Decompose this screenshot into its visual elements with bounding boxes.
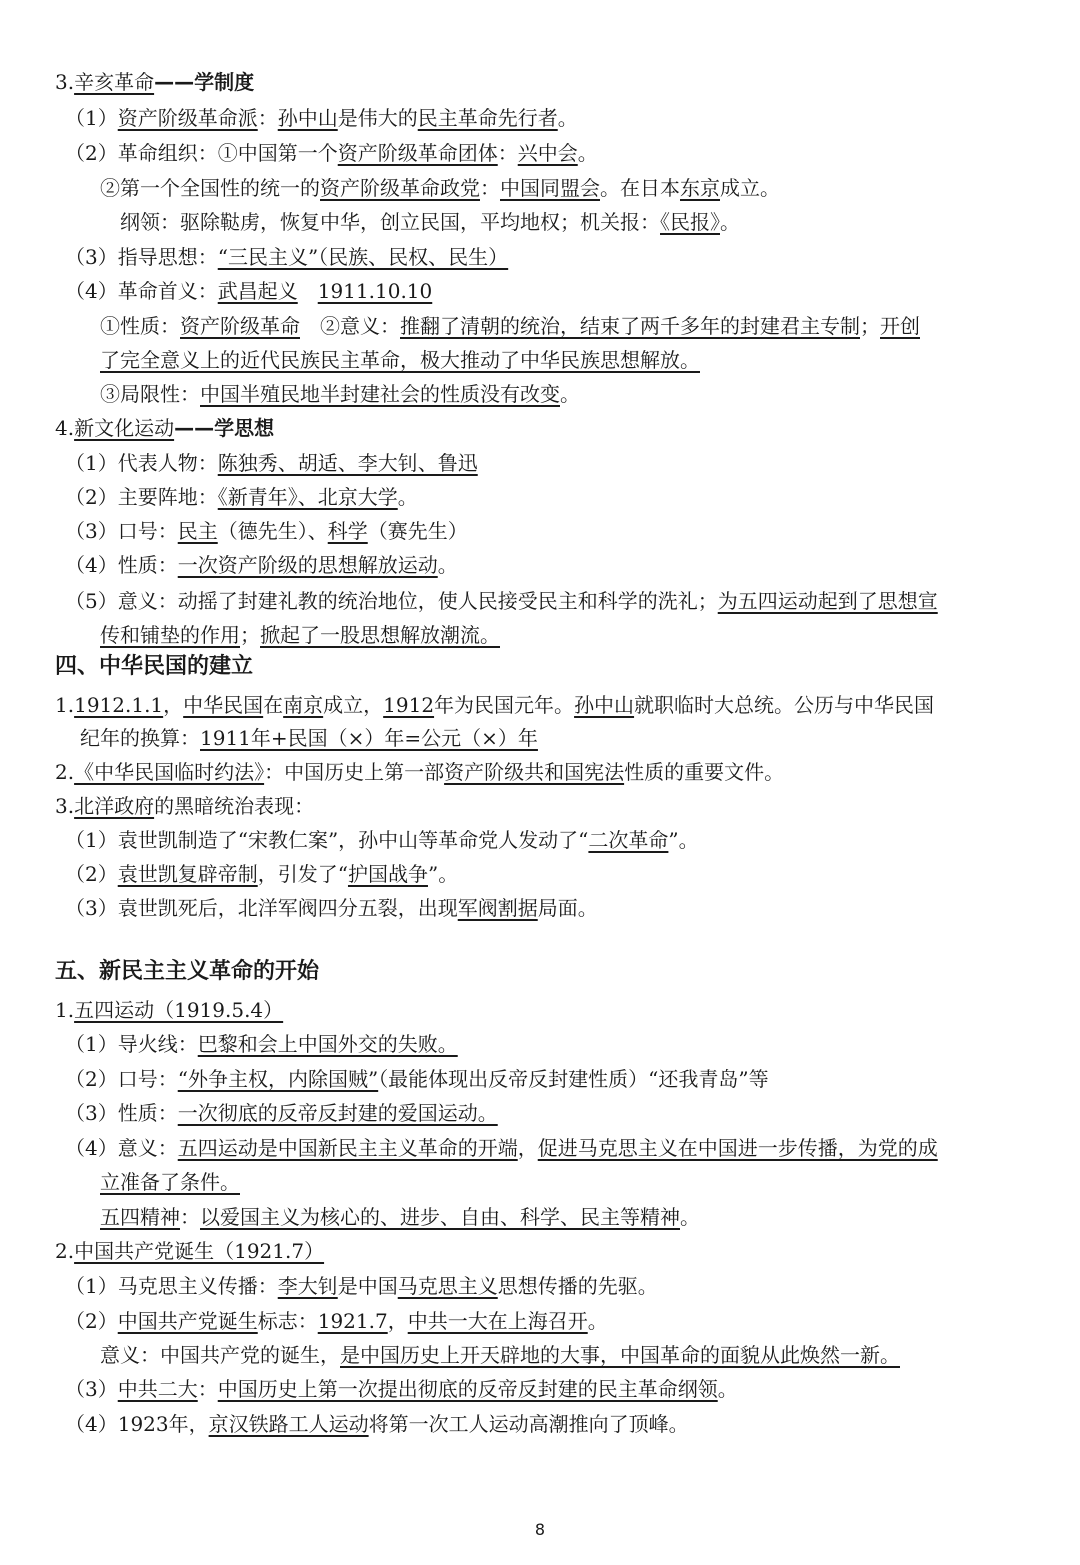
- text-line: [0, 101, 1080, 135]
- underlined-key-term: 中共二大: [117, 1377, 198, 1401]
- text-segment: 思想传播的先驱。: [497, 1274, 658, 1298]
- text-segment: ，: [387, 1309, 408, 1333]
- text-segment: ：: [197, 1377, 218, 1401]
- text-segment: 。: [717, 1377, 738, 1401]
- underlined-key-term: 了完全意义上的近代民族民主革命，极大推动了中华民族思想解放。: [100, 348, 700, 372]
- underlined-key-term: 五四精神: [100, 1205, 180, 1229]
- text-segment: （4）意义：: [65, 1136, 178, 1160]
- text-segment: ：: [497, 141, 518, 165]
- underlined-key-term: 中国共产党诞生: [117, 1309, 258, 1333]
- text-segment: 2.: [55, 1239, 75, 1263]
- underlined-key-term: 李大钊: [277, 1274, 338, 1298]
- text-segment: 将第一次工人运动高潮推向了顶峰。: [368, 1412, 689, 1436]
- underlined-key-term: 军阀割据: [457, 896, 538, 920]
- text-line: [0, 688, 1080, 722]
- text-line: [0, 721, 1080, 755]
- underlined-key-term: 1911.10.10: [317, 279, 433, 303]
- text-segment: ①性质：: [100, 314, 180, 338]
- text-line: [0, 1165, 1080, 1199]
- text-segment: （德先生）、: [217, 519, 328, 543]
- text-segment: ——学思想: [174, 416, 275, 440]
- text-segment: ：: [480, 176, 500, 200]
- text-segment: （3）袁世凯死后，北洋军阀四分五裂，出现: [65, 896, 458, 920]
- text-segment: ；: [860, 314, 880, 338]
- text-line: [0, 1096, 1080, 1130]
- underlined-key-term: 《新青年》、北京大学: [217, 485, 398, 509]
- text-segment: ，: [517, 1136, 538, 1160]
- text-line: [0, 857, 1080, 891]
- text-segment: （4）性质：: [65, 553, 178, 577]
- underlined-key-term: 传和铺垫的作用: [100, 623, 240, 647]
- text-line: [0, 514, 1080, 548]
- text-segment: （3）性质：: [65, 1101, 178, 1125]
- text-segment: （4）1923年，: [65, 1412, 209, 1436]
- text-segment: （1）袁世凯制造了“宋教仁案”，孙中山等革命党人发动了“: [65, 828, 589, 852]
- text-line: [0, 618, 1080, 652]
- text-line: [0, 205, 1080, 239]
- text-line: [0, 584, 1080, 618]
- text-line: [0, 136, 1080, 170]
- text-segment: （1）代表人物：: [65, 451, 218, 475]
- text-segment: 。: [587, 1309, 608, 1333]
- text-segment: （4）革命首义：: [65, 279, 218, 303]
- text-segment: 1.: [55, 998, 75, 1022]
- text-line: [0, 548, 1080, 582]
- underlined-key-term: 巴黎和会上中国外交的失败。: [197, 1032, 458, 1056]
- underlined-key-term: 一次资产阶级的思想解放运动: [177, 553, 438, 577]
- text-line: [0, 480, 1080, 514]
- text-line: [0, 65, 1080, 99]
- text-line: [0, 446, 1080, 480]
- underlined-key-term: 京汉铁路工人运动: [208, 1412, 369, 1436]
- text-segment: [298, 279, 318, 303]
- underlined-key-term: 中国半殖民地半封建社会的性质没有改变: [200, 382, 560, 406]
- text-segment: 4.: [55, 416, 75, 440]
- underlined-key-term: 资产阶级革命团体: [337, 141, 498, 165]
- text-segment: （3）口号：: [65, 519, 178, 543]
- text-line: [0, 411, 1080, 445]
- text-segment: ，引发了“: [257, 862, 348, 886]
- text-line: [0, 823, 1080, 857]
- text-line: [0, 755, 1080, 789]
- section-heading: [0, 650, 1080, 684]
- underlined-key-term: 中国同盟会: [500, 176, 600, 200]
- text-line: [0, 1200, 1080, 1234]
- text-segment: ③局限性：: [100, 382, 200, 406]
- text-segment: 。: [680, 1205, 700, 1229]
- underlined-key-term: 北洋政府: [74, 794, 155, 818]
- text-line: [0, 274, 1080, 308]
- text-segment: （1）马克思主义传播：: [65, 1274, 278, 1298]
- text-segment: （2）主要阵地：: [65, 485, 218, 509]
- underlined-key-term: 民主: [177, 519, 218, 543]
- underlined-key-term: 1912: [383, 693, 435, 717]
- text-line: [0, 1338, 1080, 1372]
- text-segment: 。: [577, 141, 598, 165]
- text-segment: 。: [437, 553, 458, 577]
- underlined-key-term: 中共一大在上海召开: [407, 1309, 588, 1333]
- text-segment: 年为民国元年。: [434, 693, 575, 717]
- text-segment: 1.: [55, 693, 75, 717]
- page-number: 8: [534, 1520, 546, 1539]
- text-segment: 标志：: [257, 1309, 318, 1333]
- text-line: [0, 789, 1080, 823]
- text-segment: 纪年的换算：: [80, 726, 200, 750]
- text-segment: 成立。: [720, 176, 780, 200]
- underlined-key-term: 1911年+民国（×）年=公元（×）年: [200, 726, 538, 750]
- underlined-key-term: “外争主权，内除国贼”: [177, 1067, 379, 1091]
- underlined-key-term: 资产阶级革命政党: [320, 176, 480, 200]
- underlined-key-term: 袁世凯复辟帝制: [117, 862, 258, 886]
- underlined-key-term: 五四运动（1919.5.4）: [74, 998, 284, 1022]
- underlined-key-term: 1921.7: [317, 1309, 388, 1333]
- text-segment: 四、中华民国的建立: [55, 654, 254, 679]
- underlined-key-term: 陈独秀、胡适、李大钊、鲁迅: [217, 451, 478, 475]
- underlined-key-term: 开创: [880, 314, 920, 338]
- text-segment: 性质的重要文件。: [624, 760, 785, 784]
- underlined-key-term: 五四运动是中国新民主主义革命的开端: [177, 1136, 518, 1160]
- underlined-key-term: 《中华民国临时约法》: [74, 760, 265, 784]
- text-segment: （赛先生）: [367, 519, 468, 543]
- text-line: [0, 1269, 1080, 1303]
- text-segment: 3.: [55, 70, 75, 94]
- underlined-key-term: 科学: [327, 519, 368, 543]
- text-line: [0, 309, 1080, 343]
- underlined-key-term: 资产阶级革命派: [117, 106, 258, 130]
- text-line: [0, 1027, 1080, 1061]
- text-segment: （2）: [65, 1309, 118, 1333]
- underlined-key-term: 兴中会: [517, 141, 578, 165]
- text-segment: ：: [257, 106, 278, 130]
- text-segment: （2）口号：: [65, 1067, 178, 1091]
- underlined-key-term: 资产阶级共和国宪法: [444, 760, 625, 784]
- underlined-key-term: 1912.1.1: [74, 693, 164, 717]
- text-line: [0, 1131, 1080, 1165]
- text-segment: （2）革命组织：①中国第一个: [65, 141, 338, 165]
- text-line: [0, 1234, 1080, 1268]
- text-segment: 3.: [55, 794, 75, 818]
- text-line: [0, 891, 1080, 925]
- underlined-key-term: 护国战争: [347, 862, 428, 886]
- text-segment: ”。: [668, 828, 699, 852]
- text-segment: （1）: [65, 106, 118, 130]
- text-segment: ②意义：: [300, 314, 400, 338]
- text-line: [0, 993, 1080, 1027]
- text-segment: 就职临时大总统。公历与中华民国: [634, 693, 935, 717]
- underlined-key-term: “三民主义”（民族、民权、民生）: [217, 245, 509, 269]
- text-segment: 。: [397, 485, 418, 509]
- text-segment: （1）导火线：: [65, 1032, 198, 1056]
- underlined-key-term: 马克思主义: [397, 1274, 498, 1298]
- underlined-key-term: 二次革命: [588, 828, 669, 852]
- text-segment: ②第一个全国性的统一的: [100, 176, 320, 200]
- underlined-key-term: 以爱国主义为核心的、进步、自由、科学、民主等精神: [200, 1205, 680, 1229]
- text-segment: ——学制度: [154, 70, 255, 94]
- text-segment: ”。: [427, 862, 459, 886]
- underlined-key-term: 中华民国: [183, 693, 264, 717]
- underlined-key-term: 资产阶级革命: [180, 314, 300, 338]
- underlined-key-term: 武昌起义: [217, 279, 298, 303]
- text-segment: ；: [240, 623, 260, 647]
- underlined-key-term: 一次彻底的反帝反封建的爱国运动。: [177, 1101, 498, 1125]
- text-line: [0, 377, 1080, 411]
- underlined-key-term: 为五四运动起到了思想宣: [717, 589, 938, 613]
- section-heading: [0, 955, 1080, 989]
- underlined-key-term: 立准备了条件。: [100, 1170, 240, 1194]
- text-segment: 意义：中国共产党的诞生，: [100, 1343, 340, 1367]
- text-segment: （3）指导思想：: [65, 245, 218, 269]
- text-segment: （最能体现出反帝反封建性质）“还我青岛”等: [378, 1067, 769, 1091]
- text-segment: 是伟大的: [337, 106, 418, 130]
- text-segment: （2）: [65, 862, 118, 886]
- underlined-key-term: 促进马克思主义在中国进一步传播，为党的成: [537, 1136, 938, 1160]
- text-segment: 纲领：驱除鞑虏，恢复中华，创立民国，平均地权；机关报：: [120, 210, 660, 234]
- underlined-key-term: 掀起了一股思想解放潮流。: [260, 623, 500, 647]
- text-line: [0, 1372, 1080, 1406]
- underlined-key-term: 《民报》: [660, 210, 720, 234]
- underlined-key-term: 新文化运动: [74, 416, 175, 440]
- text-segment: 。: [557, 106, 578, 130]
- text-line: [0, 171, 1080, 205]
- text-segment: 是中国: [337, 1274, 398, 1298]
- text-segment: 的黑暗统治表现：: [154, 794, 315, 818]
- text-segment: 。在日本: [600, 176, 680, 200]
- text-segment: 。: [720, 210, 740, 234]
- text-line: [0, 1407, 1080, 1441]
- text-segment: 。: [560, 382, 580, 406]
- underlined-key-term: 中国历史上第一次提出彻底的反帝反封建的民主革命纲领: [217, 1377, 718, 1401]
- text-line: [0, 240, 1080, 274]
- underlined-key-term: 是中国历史上开天辟地的大事，中国革命的面貌从此焕然一新。: [340, 1343, 900, 1367]
- text-segment: ：中国历史上第一部: [264, 760, 445, 784]
- text-segment: （3）: [65, 1377, 118, 1401]
- text-segment: 成立，: [323, 693, 384, 717]
- underlined-key-term: 中国共产党诞生（1921.7）: [74, 1239, 325, 1263]
- text-line: [0, 1304, 1080, 1338]
- underlined-key-term: 南京: [283, 693, 324, 717]
- text-segment: ：: [180, 1205, 200, 1229]
- text-line: [0, 343, 1080, 377]
- underlined-key-term: 孙中山: [277, 106, 338, 130]
- text-segment: 局面。: [537, 896, 598, 920]
- text-segment: （5）意义：动摇了封建礼教的统治地位，使人民接受民主和科学的洗礼；: [65, 589, 718, 613]
- text-line: [0, 1062, 1080, 1096]
- text-segment: 2.: [55, 760, 75, 784]
- underlined-key-term: 东京: [680, 176, 720, 200]
- underlined-key-term: 孙中山: [574, 693, 635, 717]
- text-segment: 五、新民主主义革命的开始: [55, 959, 320, 984]
- underlined-key-term: 民主革命先行者: [417, 106, 558, 130]
- text-segment: 在: [263, 693, 284, 717]
- text-segment: ，: [163, 693, 184, 717]
- underlined-key-term: 辛亥革命: [74, 70, 155, 94]
- underlined-key-term: 推翻了清朝的统治，结束了两千多年的封建君主专制: [400, 314, 860, 338]
